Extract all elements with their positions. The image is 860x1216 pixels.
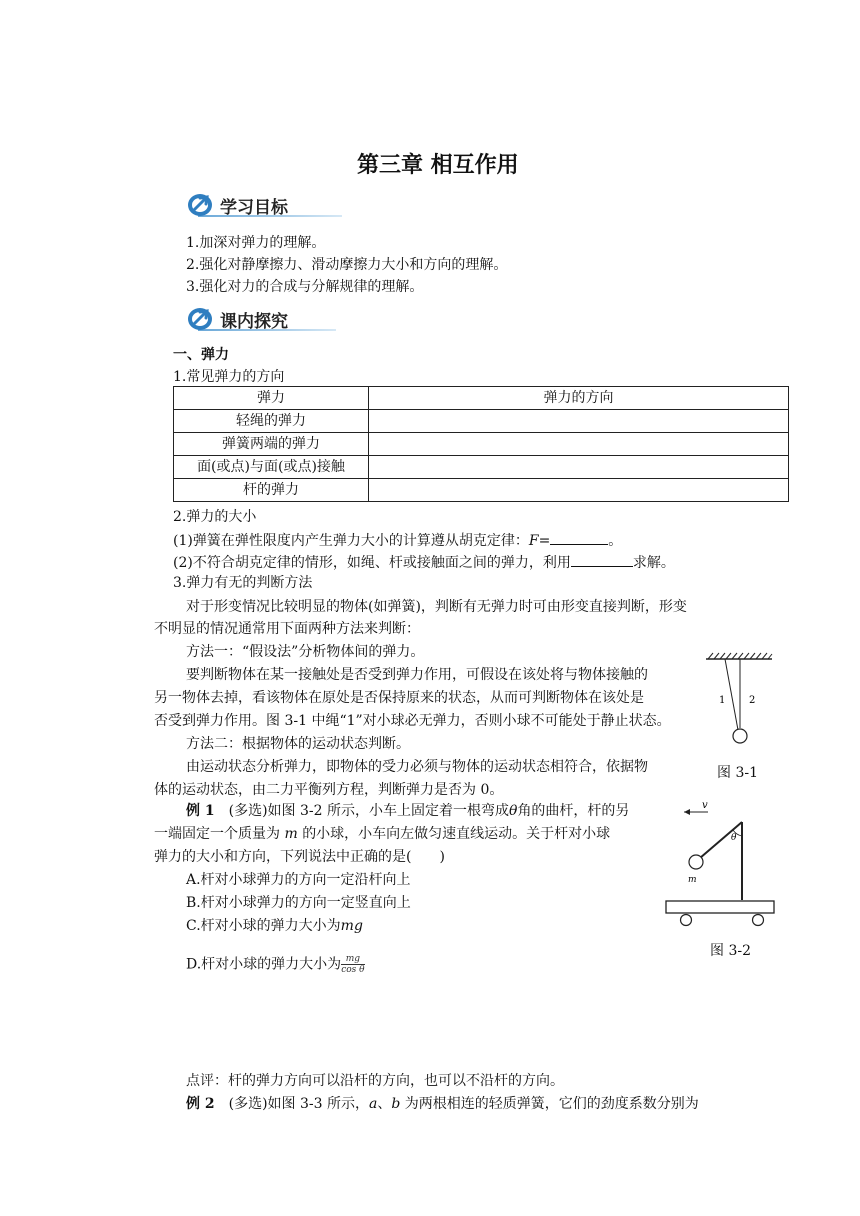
explore-banner <box>186 304 336 334</box>
table-header-row <box>174 387 789 410</box>
table-cell: 面(或点)与面(或点)接触 <box>174 456 369 479</box>
table-cell: 弹簧两端的弹力 <box>174 433 369 456</box>
rope-2-label: 2 <box>749 695 756 706</box>
objective-item: 2.强化对静摩擦力、滑动摩擦力大小和方向的理解。 <box>186 257 508 273</box>
table-blank-cell[interactable] <box>369 433 789 456</box>
table-header-cell: 弹力的方向 <box>369 387 789 410</box>
method-two: 方法二：根据物体的运动状态判断。 <box>186 736 410 752</box>
table-cell: 杆的弹力 <box>174 479 369 502</box>
subheading: 1.常见弹力的方向 <box>173 369 285 385</box>
elastic-force-table <box>173 386 789 502</box>
paragraph-line: 不明显的情况通常用下面两种方法来判断： <box>154 621 420 637</box>
objectives-banner <box>186 190 342 220</box>
table-blank-cell[interactable] <box>369 456 789 479</box>
figure-3-1-caption: 图 3-1 <box>717 765 758 781</box>
wheel <box>753 915 764 926</box>
subheading: 3.弹力有无的判断方法 <box>173 575 313 591</box>
wheel <box>681 915 692 926</box>
objective-item: 3.强化对力的合成与分解规律的理解。 <box>186 279 424 295</box>
table-row <box>174 410 789 433</box>
fraction: $\frac{mg}{\text{cos θ}}$ <box>341 954 365 975</box>
arrow-badge-icon <box>186 190 216 218</box>
table-header-cell: 弹力 <box>174 387 369 410</box>
option-c[interactable]: C.杆对小球的弹力大小为mg <box>186 918 363 934</box>
paragraph-line: 体的运动状态，由二力平衡列方程，判断弹力是否为 0。 <box>154 782 504 798</box>
fill-blank[interactable] <box>571 552 633 567</box>
comment: 点评：杆的弹力方向可以沿杆的方向，也可以不沿杆的方向。 <box>186 1073 564 1089</box>
example-1-line: 例 1 (多选)如图 3-2 所示，小车上固定着一根弯成θ角的曲杆，杆的另 <box>186 803 630 819</box>
option-b[interactable]: B.杆对小球弹力的方向一定竖直向上 <box>186 895 411 911</box>
figure-3-1-pendulum <box>700 652 780 752</box>
paragraph-line: 否受到弹力作用。图 3-1 中绳“1”对小球必无弹力，否则小球不可能处于静止状态。 <box>154 713 671 729</box>
example-1-line: 一端固定一个质量为 m 的小球，小车向左做匀速直线运动。关于杆对小球 <box>154 826 611 842</box>
table-cell: 轻绳的弹力 <box>174 410 369 433</box>
ball <box>689 855 703 869</box>
table-blank-cell[interactable] <box>369 410 789 433</box>
non-hooke-line: (2)不符合胡克定律的情形，如绳、杆或接触面之间的弹力，利用 求解。 <box>173 552 675 572</box>
section-heading: 一、弹力 <box>173 347 229 363</box>
example-2-line: 例 2 (多选)如图 3-3 所示，a、b 为两根相连的轻质弹簧，它们的劲度系数分别为 <box>186 1096 699 1112</box>
mass-label: m <box>688 875 697 885</box>
paragraph-line: 另一物体去掉，看该物体在原处是否保持原来的状态，从而可判断物体在该处是 <box>154 690 644 706</box>
method-one: 方法一：“假设法”分析物体间的弹力。 <box>186 644 425 660</box>
figure-3-2-cart <box>660 800 780 932</box>
rope-1 <box>725 659 738 730</box>
option-a[interactable]: A.杆对小球弹力的方向一定沿杆向上 <box>186 872 411 888</box>
angle-label: θ <box>731 833 737 843</box>
ball <box>733 729 747 743</box>
objectives-banner-label: 学习目标 <box>220 198 288 218</box>
cart-body <box>666 901 774 913</box>
option-d[interactable]: D.杆对小球的弹力大小为 $\frac{mg}{\text{cos θ}}$ <box>186 954 365 975</box>
table-row <box>174 479 789 502</box>
paragraph-line: 对于形变情况比较明显的物体(如弹簧)，判断有无弹力时可由形变直接判断，形变 <box>186 599 687 615</box>
velocity-label: v <box>702 800 708 811</box>
subheading: 2.弹力的大小 <box>173 509 257 525</box>
page-title: 第三章 相互作用 <box>357 153 519 178</box>
table-row <box>174 456 789 479</box>
objective-item: 1.加深对弹力的理解。 <box>186 235 326 251</box>
paragraph-line: 要判断物体在某一接触处是否受到弹力作用，可假设在该处将与物体接触的 <box>186 667 648 683</box>
hooke-law-line: (1)弹簧在弹性限度内产生弹力大小的计算遵从胡克定律：F= 。 <box>173 530 622 550</box>
figure-3-2-caption: 图 3-2 <box>710 943 751 959</box>
arrow-badge-icon <box>186 304 216 332</box>
explore-banner-label: 课内探究 <box>220 312 288 332</box>
example-1-line: 弹力的大小和方向，下列说法中正确的是( ) <box>154 849 445 865</box>
rope-1-label: 1 <box>719 695 726 706</box>
table-blank-cell[interactable] <box>369 479 789 502</box>
paragraph-line: 由运动状态分析弹力，即物体的受力必须与物体的运动状态相符合，依据物 <box>186 759 648 775</box>
example-label: 例 1 <box>186 803 215 819</box>
example-label: 例 2 <box>186 1096 215 1112</box>
table-row <box>174 433 789 456</box>
fill-blank[interactable] <box>550 530 608 545</box>
